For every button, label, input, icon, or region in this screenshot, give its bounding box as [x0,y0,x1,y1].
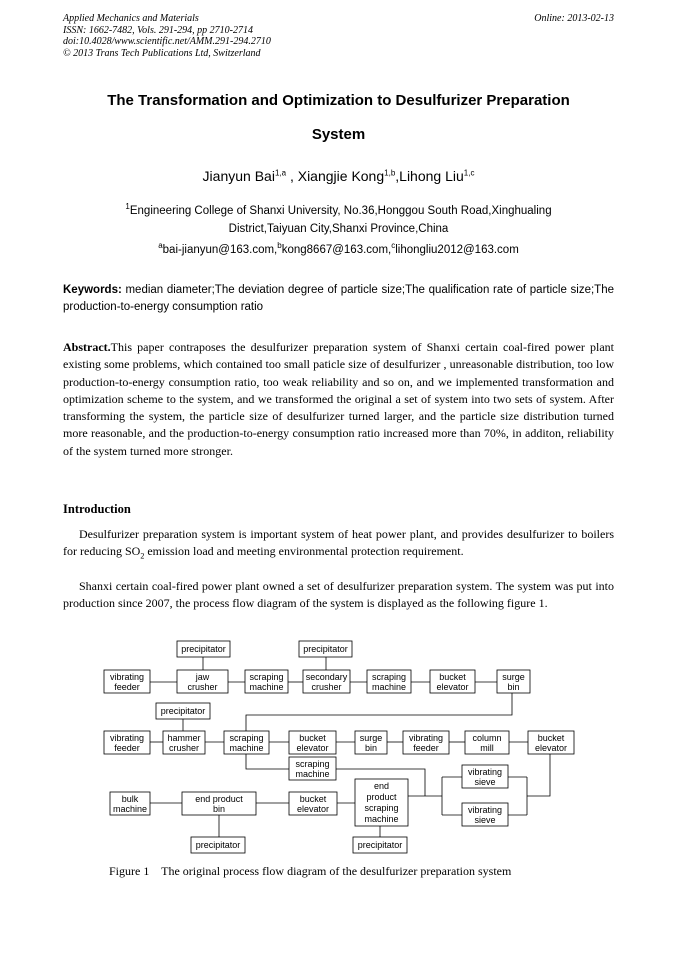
box-precipitator-3 [156,703,210,719]
affiliation-line-1: Engineering College of Shanxi University, No.36,Honggou South Road,Xinghualing [129,205,552,217]
box-vibrating-feeder-3 [403,731,449,754]
box-label: vibrating [467,767,503,777]
box-vibrating-feeder-1 [104,670,150,693]
email-sup: c [391,241,396,251]
box-label: feeder [413,743,439,753]
email: lihongliu2012@163.com [395,244,519,256]
box-label: crusher [187,682,218,692]
email-sup: b [277,241,282,251]
box-label: precipitator [181,644,226,654]
keywords-label: Keywords: [63,284,122,296]
box-label: column [472,733,502,743]
box-label: machine [229,743,264,753]
box-label: elevator [296,743,329,753]
box-precipitator-5 [353,837,407,853]
box-label: machine [112,804,148,814]
box-vibrating-feeder-2 [104,731,150,754]
box-label: bin [507,682,520,692]
author-sup: 1,c [463,168,475,178]
box-label: scraping [364,803,399,813]
box-vibrating-sieve-1 [462,765,508,788]
box-label: crusher [168,743,200,753]
box-label: mill [480,743,494,753]
box-label: end product [195,794,243,804]
so2-subscript: 2 [140,551,145,561]
box-label: sieve [474,815,496,825]
author-sup: 1,b [384,168,396,178]
box-label: scraping [249,672,284,682]
box-label: surge [359,733,383,743]
intro-p1-text-a: Desulfurizer preparation system is important system of heat power plant, and provides desulfurizer to boilers for reducing SO [63,527,614,559]
box-label: machine [249,682,284,692]
box-label: bin [364,743,378,753]
box-label: bucket [299,733,326,743]
author-sup: 1,a [274,168,287,178]
box-label: bucket [439,672,466,682]
box-label: bin [212,804,226,814]
box-label: vibrating [109,672,145,682]
box-vibrating-sieve-2 [462,803,508,826]
paper-title-line-1: The Transformation and Optimization to Desulfurizer Preparation [107,92,570,109]
affiliation-sup: 1 [125,202,130,212]
box-precipitator-1 [177,641,230,657]
box-label: bucket [299,794,327,804]
box-bucket-elevator-4 [289,792,337,815]
box-label: elevator [296,804,330,814]
author-name: Lihong Liu [399,168,464,184]
email-sup: a [158,241,163,251]
email: bai-jianyun@163.com, [162,244,278,256]
box-label: elevator [436,682,469,692]
journal-name: Applied Mechanics and Materials [63,13,199,24]
figure-caption: Figure 1 The original process flow diagram of the desulfurizer preparation system [109,864,512,878]
box-label: machine [371,682,407,692]
abstract-text: This paper contraposes the desulfurizer preparation system of Shanxi certain coal-fired power plant existing some problems, which contained too small paticle size of desulfurizer , unreasonable distribution, too low production-to-energy consumption ratio, too weak reliability and so on, and we implemented transformation and optimization scheme to the system, and we transformed the original a set of system into two sets of system. After transforming the system, the particle size of desulfurizer turned larger, and the particle size distribution turned more reasonable, and the production-to-energy consumption ratio increased more than 70%, in additon, reliability of the system turned more stronger. [63,340,614,458]
box-label: feeder [114,682,140,692]
box-label: precipitator [357,840,403,850]
box-end-product-bin [182,792,256,815]
box-end-product-scraping-machine [355,779,408,826]
intro-paragraph-2: Shanxi certain coal-fired power plant owned a set of desulfurizer preparation system. The system was put into production since 2007, the process flow diagram of the system is displayed as the following figure 1. [63,579,614,611]
abstract-label: Abstract. [63,340,111,354]
box-scraping-machine-2 [367,670,411,693]
box-label: product [366,792,397,802]
box-label: machine [364,814,399,824]
box-label: vibrating [408,733,444,743]
box-bucket-elevator-3 [528,731,574,754]
intro-p1-text-b: emission load and meeting environmental protection requirement. [144,544,464,559]
box-label: precipitator [303,644,348,654]
box-label: crusher [311,682,342,692]
box-column-mill [465,731,509,754]
author-name: Jianyun Bai [202,168,275,184]
online-date: Online: 2013-02-13 [534,13,614,24]
box-surge-bin-2 [355,731,387,754]
box-label: scraping [295,759,330,769]
paper-title-line-2: System [311,126,366,143]
box-label: vibrating [467,805,503,815]
box-label: machine [295,769,330,779]
box-jaw-crusher [177,670,228,693]
author-name: Xiangjie Kong [297,168,385,184]
box-bulk-machine [110,792,150,815]
affiliation-line-2: District,Taiyuan City,Shanxi Province,China [228,223,449,235]
box-secondary-crusher [303,670,350,693]
box-label: precipitator [195,840,241,850]
author-list: Jianyun Bai$^{1,a}$ , Xiangjie Kong$^{1,b}$,Lihong Liu$^{1,c}$ [202,168,475,184]
box-label: surge [502,672,525,682]
box-precipitator-2 [299,641,352,657]
box-surge-bin-1 [497,670,530,693]
box-scraping-machine-1 [245,670,288,693]
box-label: scraping [229,733,264,743]
box-label: bulk [121,794,139,804]
box-label: jaw [195,672,210,682]
box-scraping-machine-3 [224,731,269,754]
box-scraping-machine-4 [289,757,336,780]
box-label: bucket [537,733,565,743]
journal-copyright: © 2013 Trans Tech Publications Ltd, Switzerland [63,47,261,59]
box-label: elevator [534,743,568,753]
box-label: end [373,781,390,791]
box-label: hammer [167,733,201,743]
box-label: vibrating [109,733,145,743]
introduction-heading: Introduction [63,502,131,516]
journal-issn: ISSN: 1662-7482, Vols. 291-294, pp 2710-2714 [63,24,253,36]
box-label: scraping [371,672,407,682]
box-bucket-elevator-2 [289,731,336,754]
box-label: precipitator [160,706,206,716]
box-hammer-crusher [163,731,205,754]
email: kong8667@163.com, [281,244,392,256]
journal-doi: doi:10.4028/www.scientific.net/AMM.291-294.2710 [63,36,271,47]
keywords-text: median diameter;The deviation degree of particle size;The qualification rate of particle size;The production-to-energy consumption ratio [63,284,614,313]
box-label: feeder [114,743,140,753]
box-label: sieve [474,777,496,787]
box-precipitator-4 [191,837,245,853]
box-bucket-elevator-1 [430,670,475,693]
box-label: secondary [305,672,348,682]
